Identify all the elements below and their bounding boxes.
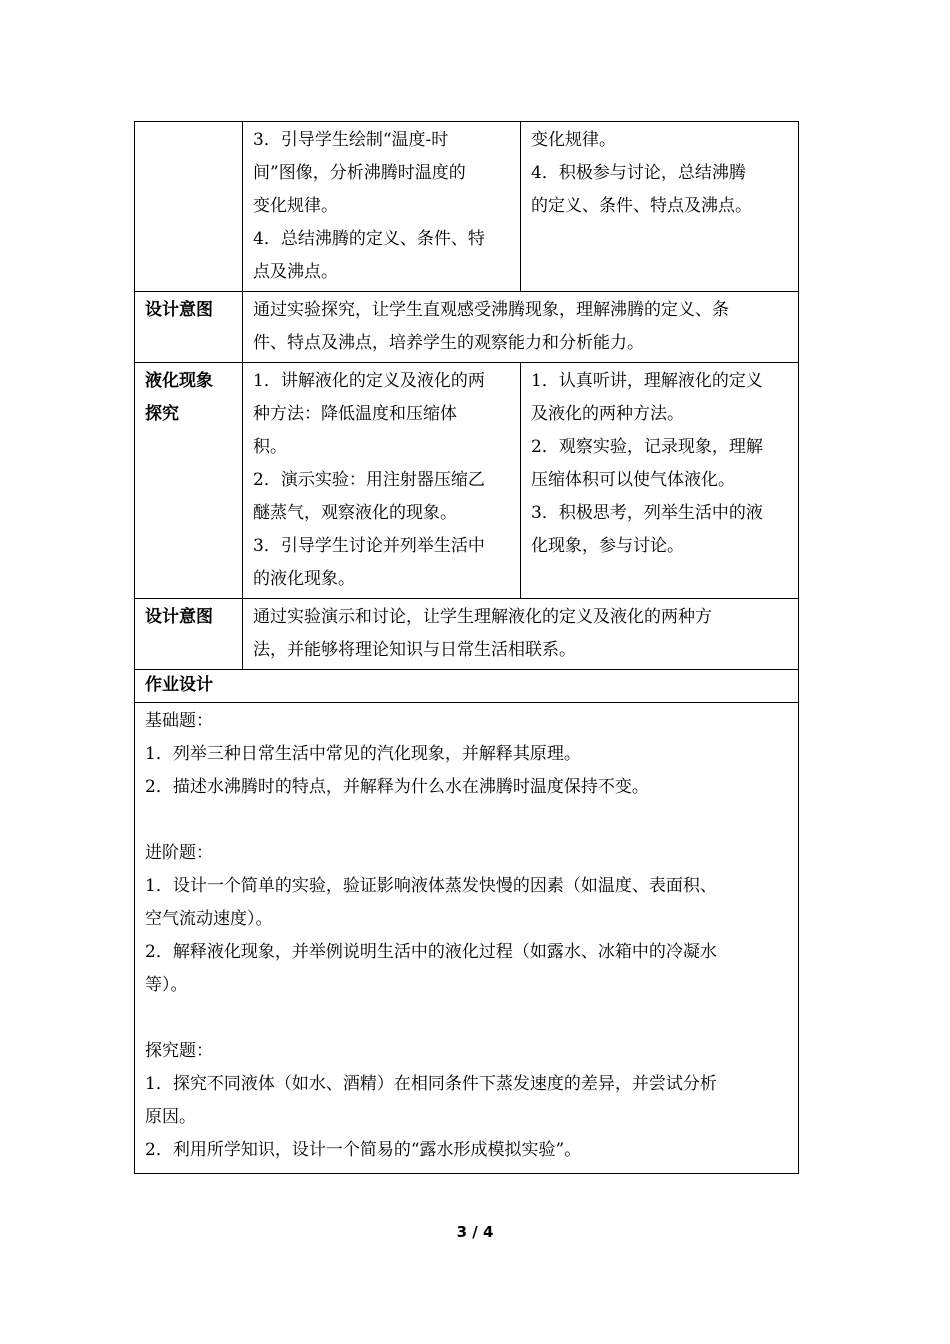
continuation-teacher-cell: [243, 122, 521, 292]
liquefaction-label: 液化现象 探究: [135, 363, 243, 599]
liquefaction-teacher-cell: [243, 363, 521, 599]
design-intent-label: 设计意图: [135, 292, 243, 363]
spacer: [145, 1002, 790, 1035]
text-line: 1．设计一个简单的实验，验证影响液体蒸发快慢的因素（如温度、表面积、: [145, 876, 717, 896]
homework-content: [135, 703, 799, 1174]
design-intent-row-1: [135, 292, 799, 363]
text-line: 等）。: [145, 975, 188, 995]
homework-header: 作业设计: [135, 670, 799, 703]
design-intent-text: [243, 292, 799, 363]
text-line: 化现象，参与讨论。: [531, 536, 684, 556]
lesson-plan-table: [134, 121, 799, 1174]
homework-header-row: [135, 670, 799, 703]
continuation-student-cell: [521, 122, 799, 292]
design-intent-row-2: [135, 599, 799, 670]
continuation-row: [135, 122, 799, 292]
text-line: 变化规律。: [253, 196, 338, 216]
text-line: 2．解释液化现象，并举例说明生活中的液化过程（如露水、冰箱中的冷凝水: [145, 942, 717, 962]
text-line: 2．演示实验：用注射器压缩乙: [253, 470, 485, 490]
design-intent-label: 设计意图: [135, 599, 243, 670]
section-heading: 基础题：: [145, 711, 213, 731]
text-line: 1．列举三种日常生活中常见的汽化现象，并解释其原理。: [145, 744, 581, 764]
text-line: 种方法：降低温度和压缩体: [253, 404, 457, 424]
text-line: 通过实验演示和讨论，让学生理解液化的定义及液化的两种方: [253, 607, 712, 627]
text-line: 通过实验探究，让学生直观感受沸腾现象，理解沸腾的定义、条: [253, 300, 729, 320]
text-line: 原因。: [145, 1107, 196, 1127]
text-line: 积。: [253, 437, 287, 457]
liquefaction-row: [135, 363, 799, 599]
text-line: 醚蒸气，观察液化的现象。: [253, 503, 457, 523]
text-line: 压缩体积可以使气体液化。: [531, 470, 735, 490]
text-line: 的定义、条件、特点及沸点。: [531, 196, 752, 216]
liquefaction-student-cell: [521, 363, 799, 599]
text-line: 1．探究不同液体（如水、酒精）在相同条件下蒸发速度的差异，并尝试分析: [145, 1074, 717, 1094]
page-number: 3 / 4: [456, 1223, 494, 1241]
section-heading: 进阶题：: [145, 843, 213, 863]
text-line: 3．积极思考，列举生活中的液: [531, 503, 763, 523]
text-line: 点及沸点。: [253, 262, 338, 282]
text-line: 的液化现象。: [253, 569, 355, 589]
text-line: 法，并能够将理论知识与日常生活相联系。: [253, 640, 576, 660]
text-line: 3．引导学生讨论并列举生活中: [253, 536, 485, 556]
section-heading: 探究题：: [145, 1041, 213, 1061]
homework-content-row: [135, 703, 799, 1174]
text-line: 间”图像，分析沸腾时温度的: [253, 163, 466, 183]
text-line: 3．引导学生绘制“温度-时: [253, 130, 449, 150]
text-line: 4．积极参与讨论，总结沸腾: [531, 163, 746, 183]
continuation-label-cell: [135, 122, 243, 292]
text-line: 4．总结沸腾的定义、条件、特: [253, 229, 485, 249]
design-intent-text: [243, 599, 799, 670]
text-line: 1．讲解液化的定义及液化的两: [253, 371, 485, 391]
text-line: 及液化的两种方法。: [531, 404, 684, 424]
text-line: 件、特点及沸点，培养学生的观察能力和分析能力。: [253, 333, 644, 353]
text-line: 1．认真听讲，理解液化的定义: [531, 371, 763, 391]
text-line: 2．描述水沸腾时的特点，并解释为什么水在沸腾时温度保持不变。: [145, 777, 649, 797]
text-line: 变化规律。: [531, 130, 616, 150]
spacer: [145, 804, 790, 837]
text-line: 2．观察实验，记录现象，理解: [531, 437, 763, 457]
text-line: 2．利用所学知识，设计一个简易的“露水形成模拟实验”。: [145, 1140, 582, 1160]
text-line: 空气流动速度）。: [145, 909, 273, 929]
